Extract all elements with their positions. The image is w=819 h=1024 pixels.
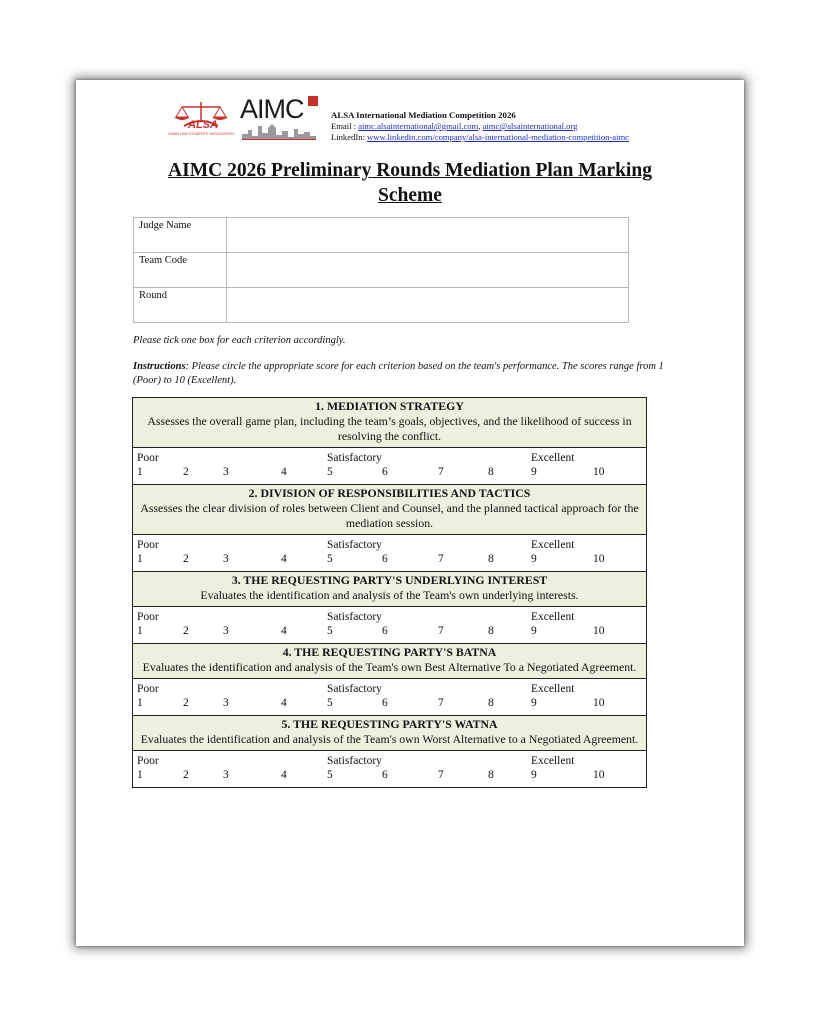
score-option-7[interactable]: 7 [438,769,444,781]
score-option-10[interactable]: 10 [593,625,605,637]
criterion-description: Assesses the clear division of roles between Client and Counsel, and the planned tactical approach for the mediation session. [140,501,639,530]
team-code-label: Team Code [134,253,227,288]
score-option-2[interactable]: 2 [183,466,189,478]
score-option-1[interactable]: 1 [137,625,143,637]
email-separator: , [478,121,481,131]
criterion-title: 1. MEDIATION STRATEGY [315,399,464,413]
criterion-description: Evaluates the identification and analysis of the Team's own underlying interests. [200,588,579,602]
score-scale [133,751,646,787]
email-label: Email : [331,121,357,131]
score-option-4[interactable]: 4 [281,769,287,781]
score-option-8[interactable]: 8 [488,553,494,565]
instructions [133,360,693,388]
scale-label-satisfactory: Satisfactory [327,452,382,464]
scale-label-excellent: Excellent [531,683,575,695]
scale-label-poor: Poor [137,611,159,623]
score-scale [133,679,646,716]
email-link-1[interactable]: aimc.alsainternational@gmail.com [358,121,479,131]
instructions-text: : Please circle the appropriate score for each criterion based on the team's performance. The scores range from 1 (Poor) to 10 (Excellent). [133,361,664,386]
team-code-row [134,253,629,288]
email-line [331,121,629,132]
score-option-1[interactable]: 1 [137,697,143,709]
document-title [136,158,684,208]
score-option-5[interactable]: 5 [327,625,333,637]
scale-label-satisfactory: Satisfactory [327,611,382,623]
score-option-4[interactable]: 4 [281,553,287,565]
document-page [76,80,744,946]
score-option-10[interactable]: 10 [593,466,605,478]
org-name: ALSA International Mediation Competition 2026 [331,110,516,120]
score-option-7[interactable]: 7 [438,553,444,565]
criterion-header [133,398,646,448]
score-option-6[interactable]: 6 [382,697,388,709]
criterion-block [133,398,646,485]
score-option-1[interactable]: 1 [137,466,143,478]
score-option-9[interactable]: 9 [531,625,537,637]
scale-label-satisfactory: Satisfactory [327,539,382,551]
linkedin-link[interactable]: www.linkedin.com/company/alsa-international-mediation-competition-aimc [367,132,629,142]
score-option-2[interactable]: 2 [183,625,189,637]
score-option-10[interactable]: 10 [593,553,605,565]
scale-label-excellent: Excellent [531,611,575,623]
aimc-logo-text: AIMC [240,94,304,124]
scale-label-poor: Poor [137,755,159,767]
criterion-block [133,485,646,572]
score-option-3[interactable]: 3 [223,769,229,781]
criterion-header [133,716,646,751]
score-scale [133,535,646,572]
round-row [134,288,629,323]
criterion-block [133,716,646,787]
aimc-seal-icon [308,96,318,106]
criterion-header [133,485,646,535]
scale-label-excellent: Excellent [531,755,575,767]
score-option-6[interactable]: 6 [382,466,388,478]
score-option-8[interactable]: 8 [488,769,494,781]
scale-label-poor: Poor [137,683,159,695]
alsa-logo [162,98,240,144]
criterion-block [133,644,646,716]
linkedin-line [331,132,629,143]
round-label: Round [134,288,227,323]
score-option-8[interactable]: 8 [488,625,494,637]
score-option-5[interactable]: 5 [327,553,333,565]
scale-label-satisfactory: Satisfactory [327,683,382,695]
criterion-title: 5. THE REQUESTING PARTY'S WATNA [281,717,498,731]
score-option-9[interactable]: 9 [531,769,537,781]
judge-info-table [133,217,629,323]
round-field[interactable] [227,288,629,323]
score-option-8[interactable]: 8 [488,466,494,478]
criterion-header [133,644,646,679]
score-option-9[interactable]: 9 [531,697,537,709]
criterion-description: Assesses the overall game plan, including the team’s goals, objectives, and the likelihood of success in resolving the conflict. [147,414,632,443]
score-option-4[interactable]: 4 [281,625,287,637]
judge-name-row [134,218,629,253]
criteria-table [132,397,647,788]
tick-note: Please tick one box for each criterion accordingly. [133,335,346,346]
title-line-1: AIMC 2026 Preliminary Rounds Mediation Plan Marking [168,160,652,181]
scale-label-excellent: Excellent [531,539,575,551]
score-option-6[interactable]: 6 [382,769,388,781]
scale-label-excellent: Excellent [531,452,575,464]
score-option-9[interactable]: 9 [531,466,537,478]
score-option-5[interactable]: 5 [327,697,333,709]
judge-name-label: Judge Name [134,218,227,253]
score-option-1[interactable]: 1 [137,769,143,781]
criterion-description: Evaluates the identification and analysis of the Team's own Best Alternative To a Negotiated Agreement. [142,660,637,674]
score-option-10[interactable]: 10 [593,697,605,709]
score-option-10[interactable]: 10 [593,769,605,781]
score-option-6[interactable]: 6 [382,625,388,637]
judge-name-field[interactable] [227,218,629,253]
score-option-3[interactable]: 3 [223,553,229,565]
score-option-5[interactable]: 5 [327,769,333,781]
criterion-title: 3. THE REQUESTING PARTY'S UNDERLYING INTEREST [231,573,548,587]
alsa-logo-caption: ASIAN LAW STUDENTS' ASSOCIATION [168,132,234,136]
score-option-2[interactable]: 2 [183,769,189,781]
score-option-7[interactable]: 7 [438,697,444,709]
linkedin-label: LinkedIn: [331,132,365,142]
scale-label-poor: Poor [137,452,159,464]
score-option-8[interactable]: 8 [488,697,494,709]
scale-label-poor: Poor [137,539,159,551]
team-code-field[interactable] [227,253,629,288]
score-option-2[interactable]: 2 [183,697,189,709]
score-option-7[interactable]: 7 [438,466,444,478]
score-scale [133,448,646,485]
score-option-3[interactable]: 3 [223,625,229,637]
criterion-title: 2. DIVISION OF RESPONSIBILITIES AND TACTICS [248,486,531,500]
score-option-4[interactable]: 4 [281,697,287,709]
score-option-7[interactable]: 7 [438,625,444,637]
instructions-label: Instructions [133,361,186,372]
score-option-3[interactable]: 3 [223,466,229,478]
criterion-description: Evaluates the identification and analysis of the Team's own Worst Alternative to a Negotiated Agreement. [140,732,639,746]
aimc-logo [240,94,322,144]
score-option-6[interactable]: 6 [382,553,388,565]
criterion-block [133,572,646,644]
score-option-5[interactable]: 5 [327,466,333,478]
city-skyline-icon [242,122,316,140]
email-link-2[interactable]: aimc@alsainternational.org [482,121,578,131]
score-option-2[interactable]: 2 [183,553,189,565]
criterion-title: 4. THE REQUESTING PARTY'S BATNA [282,645,497,659]
scale-label-satisfactory: Satisfactory [327,755,382,767]
score-scale [133,607,646,644]
score-option-3[interactable]: 3 [223,697,229,709]
score-option-9[interactable]: 9 [531,553,537,565]
criterion-header [133,572,646,607]
score-option-1[interactable]: 1 [137,553,143,565]
alsa-logo-text: ALSA [188,119,218,131]
score-option-4[interactable]: 4 [281,466,287,478]
header-info [331,110,629,143]
title-line-2: Scheme [378,185,442,206]
